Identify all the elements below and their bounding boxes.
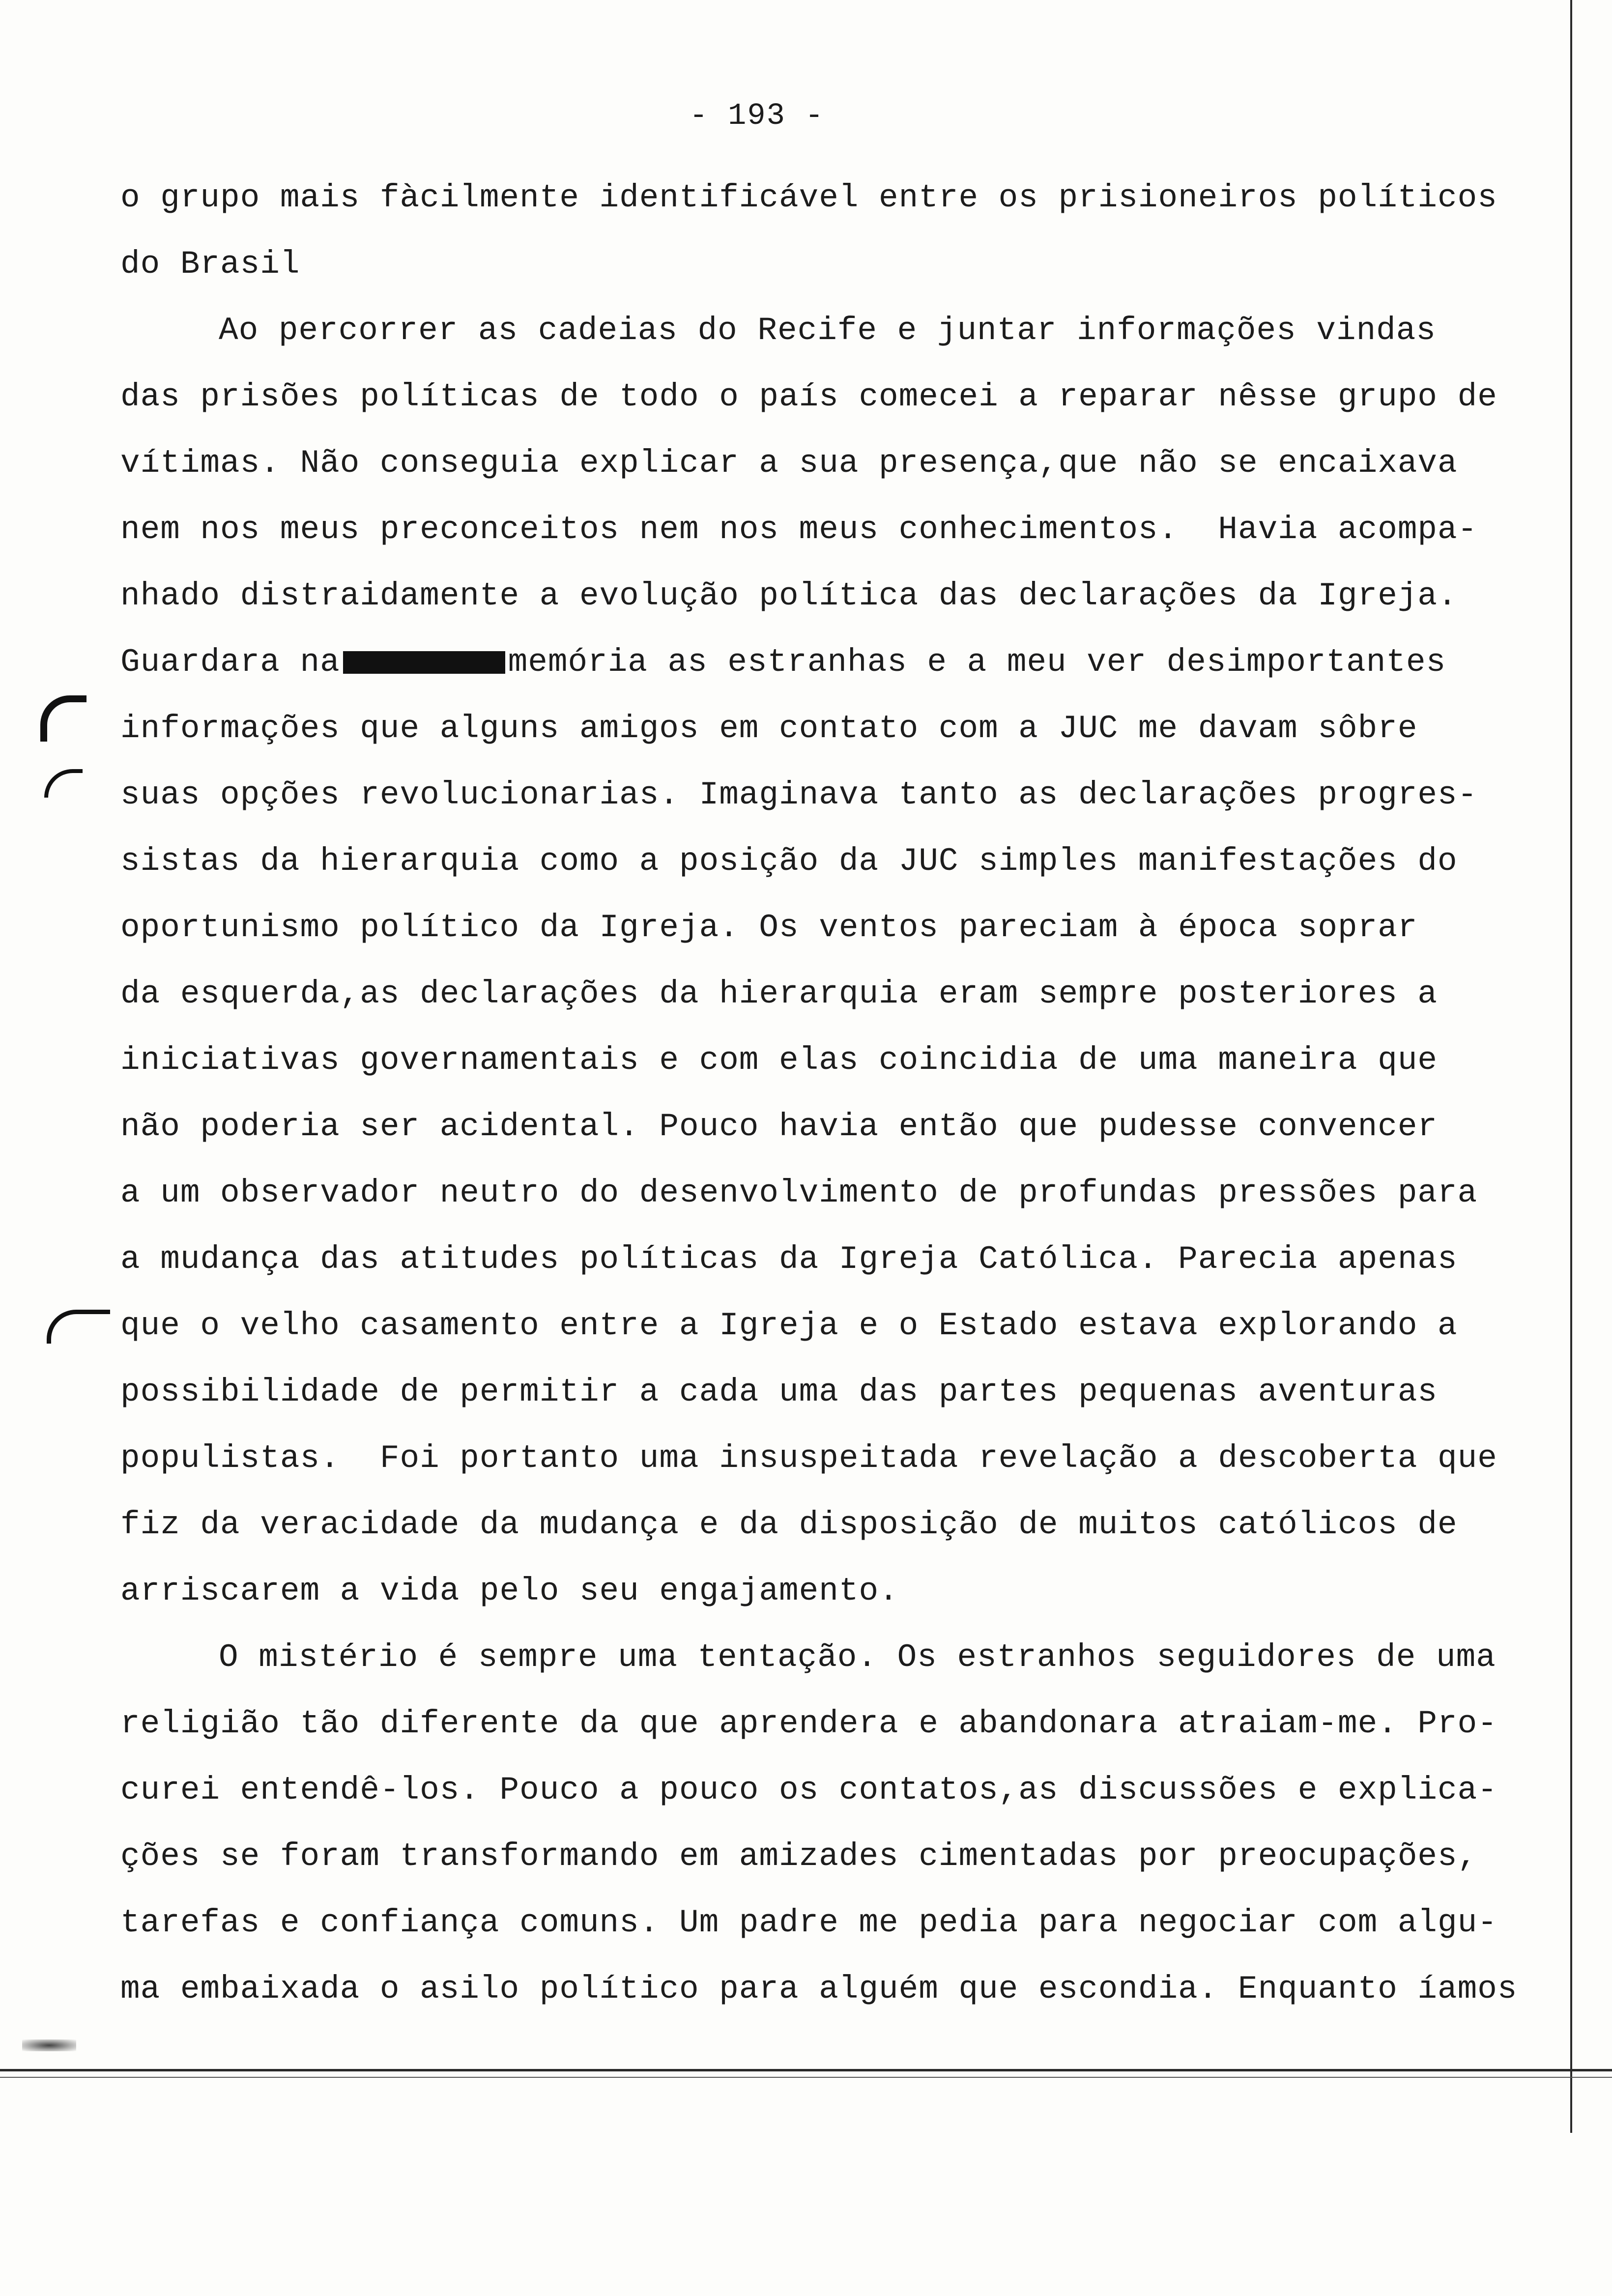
redaction-bar xyxy=(343,651,505,674)
ink-smudge xyxy=(22,2039,76,2051)
text-line: ções se foram transformando em amizades cimentadas por preocupações, xyxy=(120,1838,1478,1875)
text-line: oportunismo político da Igreja. Os ventos pareciam à época soprar xyxy=(120,909,1418,946)
body-text xyxy=(120,165,1546,2022)
text-line-segment: Guardara na xyxy=(120,644,340,681)
margin-bracket-mark xyxy=(40,695,86,742)
text-line: fiz da veracidade da mudança e da disposição de muitos católicos de xyxy=(120,1506,1458,1543)
margin-bracket-mark xyxy=(44,769,83,798)
text-line: o grupo mais fàcilmente identificável entre os prisioneiros políticos xyxy=(120,179,1497,216)
text-line: religião tão diferente da que aprendera e abandonara atraiam-me. Pro- xyxy=(120,1705,1497,1742)
margin-bracket-mark xyxy=(47,1310,110,1344)
text-line: ma embaixada o asilo político para alguém que escondia. Enquanto íamos xyxy=(120,1971,1518,2008)
text-line: que o velho casamento entre a Igreja e o Estado estava explorando a xyxy=(120,1307,1458,1344)
page-edge-right xyxy=(1570,0,1572,2133)
text-line: vítimas. Não conseguia explicar a sua presença,que não se encaixava xyxy=(120,445,1458,482)
text-line: da esquerda,as declarações da hierarquia eram sempre posteriores a xyxy=(120,976,1438,1012)
text-line: populistas. Foi portanto uma insuspeitada revelação a descoberta que xyxy=(120,1440,1497,1477)
text-line: informações que alguns amigos em contato com a JUC me davam sôbre xyxy=(120,710,1418,747)
text-line: Ao percorrer as cadeias do Recife e juntar informações vindas xyxy=(219,312,1436,349)
text-line: curei entendê-los. Pouco a pouco os contatos,as discussões e explica- xyxy=(120,1772,1497,1808)
text-line: tarefas e confiança comuns. Um padre me pedia para negociar com algu- xyxy=(120,1904,1497,1941)
text-line: não poderia ser acidental. Pouco havia então que pudesse convencer xyxy=(120,1108,1438,1145)
text-line xyxy=(120,629,1546,695)
text-line: possibilidade de permitir a cada uma das partes pequenas aventuras xyxy=(120,1374,1438,1410)
text-line: sistas da hierarquia como a posição da JUC simples manifestações do xyxy=(120,843,1458,880)
page-number: - 193 - xyxy=(689,98,825,133)
text-line: do Brasil xyxy=(120,246,300,283)
page-edge-bottom-shadow xyxy=(0,2077,1612,2078)
text-line: nhado distraidamente a evolução política das declarações da Igreja. xyxy=(120,577,1458,614)
page-edge-bottom xyxy=(0,2069,1612,2071)
text-line-segment: memória as estranhas e a meu ver desimportantes xyxy=(508,644,1446,681)
text-line: arriscarem a vida pelo seu engajamento. xyxy=(120,1573,899,1609)
text-line: suas opções revolucionarias. Imaginava tanto as declarações progres- xyxy=(120,776,1478,813)
text-line: iniciativas governamentais e com elas coincidia de uma maneira que xyxy=(120,1042,1438,1079)
text-line: O mistério é sempre uma tentação. Os estranhos seguidores de uma xyxy=(219,1639,1496,1676)
text-line: das prisões políticas de todo o país comecei a reparar nêsse grupo de xyxy=(120,378,1497,415)
text-line: a um observador neutro do desenvolvimento de profundas pressões para xyxy=(120,1175,1478,1211)
text-line: a mudança das atitudes políticas da Igreja Católica. Parecia apenas xyxy=(120,1241,1458,1278)
text-line: nem nos meus preconceitos nem nos meus conhecimentos. Havia acompa- xyxy=(120,511,1478,548)
